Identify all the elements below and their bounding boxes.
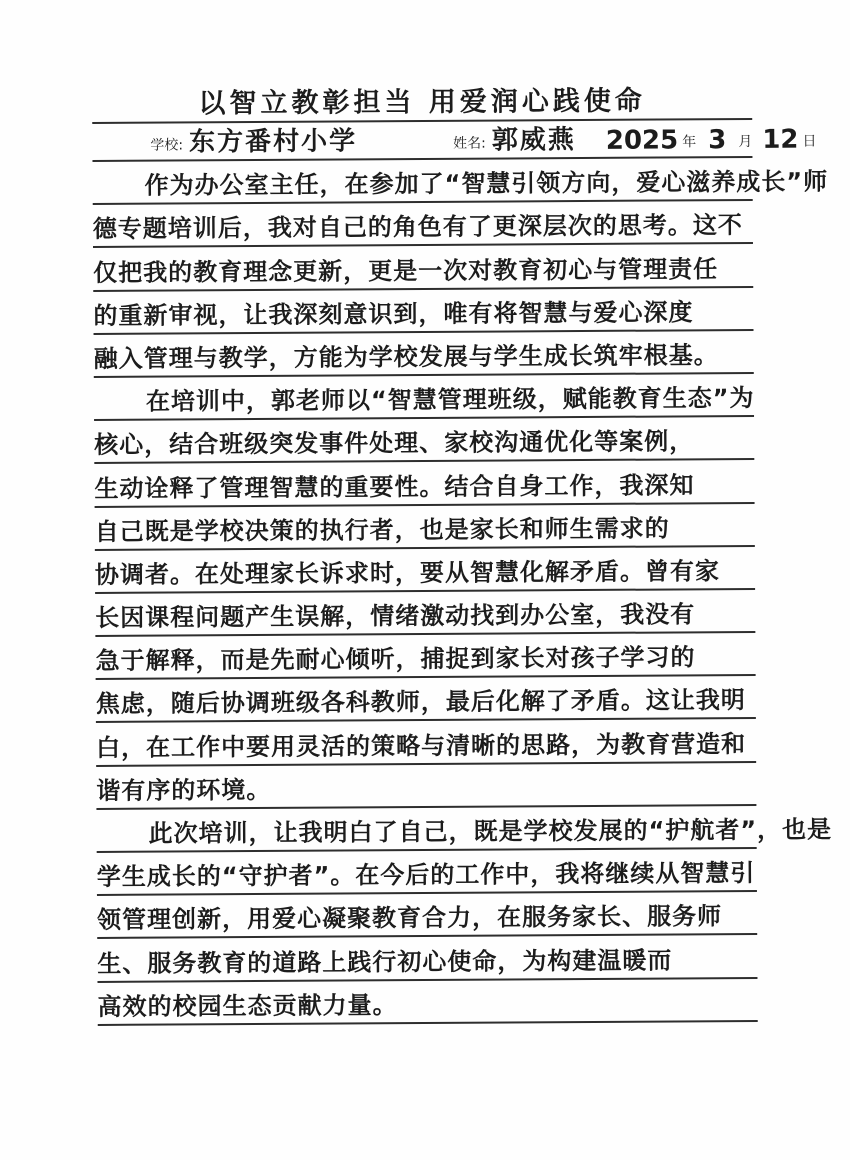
year-value: 2025 [605,125,679,156]
essay-line [94,460,754,507]
line-text: 融入管理与教学，方能为学校发展与学生成长筑牢根基。 [93,341,719,373]
essay-title: 以智立教彰担当 用爱润心践使命 [198,85,646,120]
essay-line [96,806,833,853]
line-text: 领管理创新，用爱心凝聚教育合力，在服务家长、服务师 [97,902,723,935]
title-line [92,80,752,124]
day-unit-label: 日 [802,133,817,150]
line-text: 学生成长的“守护者”。在今后的工作中，我将继续从智慧引 [96,859,756,892]
essay-line [95,503,755,550]
student-name: 郭威燕 [491,125,576,156]
line-text: 生动诠释了管理智慧的重要性。结合自身工作，我深知 [94,470,695,503]
line-text: 的重新审视，让我深刻意识到，唯有将智慧与爱心深度 [93,298,694,330]
essay-line [95,547,755,594]
line-text: 自己既是学校决策的执行者，也是家长和师生需求的 [94,514,670,546]
line-text: 急于解释，而是先耐心倾听，捕捉到家长对孩子学习的 [95,643,696,676]
line-text: 白，在工作中要用灵活的策略与清晰的思路，为教育营造和 [95,729,747,762]
school-label: 学校: [150,137,184,154]
school-name: 东方番村小学 [188,126,358,158]
essay-line [97,935,757,982]
year-unit-label: 年 [682,134,697,151]
line-text: 谐有序的环境。 [96,775,272,805]
line-text: 高效的校园生态贡献力量。 [97,990,398,1021]
line-text: 核心，结合班级突发事件处理、家校沟通优化等案例， [94,427,695,460]
essay-line [95,633,755,680]
essay-line [94,331,754,378]
header-row [92,120,817,162]
line-text: 仅把我的教育理念更新，更是一次对教育初心与管理责任 [93,254,719,287]
essay-line [93,288,753,335]
essay-sheet [92,80,833,1026]
line-text: 德专题培训后，我对自己的角色有了更深层次的思考。这不 [92,211,743,244]
day-value: 12 [762,124,799,155]
line-text: 焦虑，随后协调班级各科教师，最后化解了矛盾。这让我明 [95,686,746,719]
name-label: 姓名: [453,135,486,152]
essay-line [96,719,756,766]
line-text: 生、服务教育的道路上践行初心使命，为构建温暖而 [97,946,673,978]
essay-line [97,892,757,939]
line-text: 协调者。在处理家长诉求时，要从智慧化解矛盾。曾有家 [94,557,721,589]
essay-line [93,201,753,248]
line-text: 在培训中，郭老师以“智慧管理班级，赋能教育生态”为 [145,384,755,416]
line-text: 此次培训，让我明白了自己，既是学校发展的“护航者”，也是 [148,815,833,848]
essay-line [94,417,754,464]
line-text: 作为办公室主任，在参加了“智慧引领方向，爱心滋养成长”师 [144,167,829,200]
month-unit-label: 月 [738,133,753,151]
essay-line [92,158,829,205]
line-text: 长因课程问题产生误解，情绪激动找到办公室，我没有 [95,600,696,633]
essay-line [94,374,754,421]
essay-line [96,763,756,810]
month-value: 3 [708,125,727,156]
essay-line [97,979,757,1026]
essay-line [95,590,755,637]
essay-body [92,158,833,1026]
essay-line [93,244,753,291]
essay-line [96,676,756,723]
essay-line [97,849,757,896]
